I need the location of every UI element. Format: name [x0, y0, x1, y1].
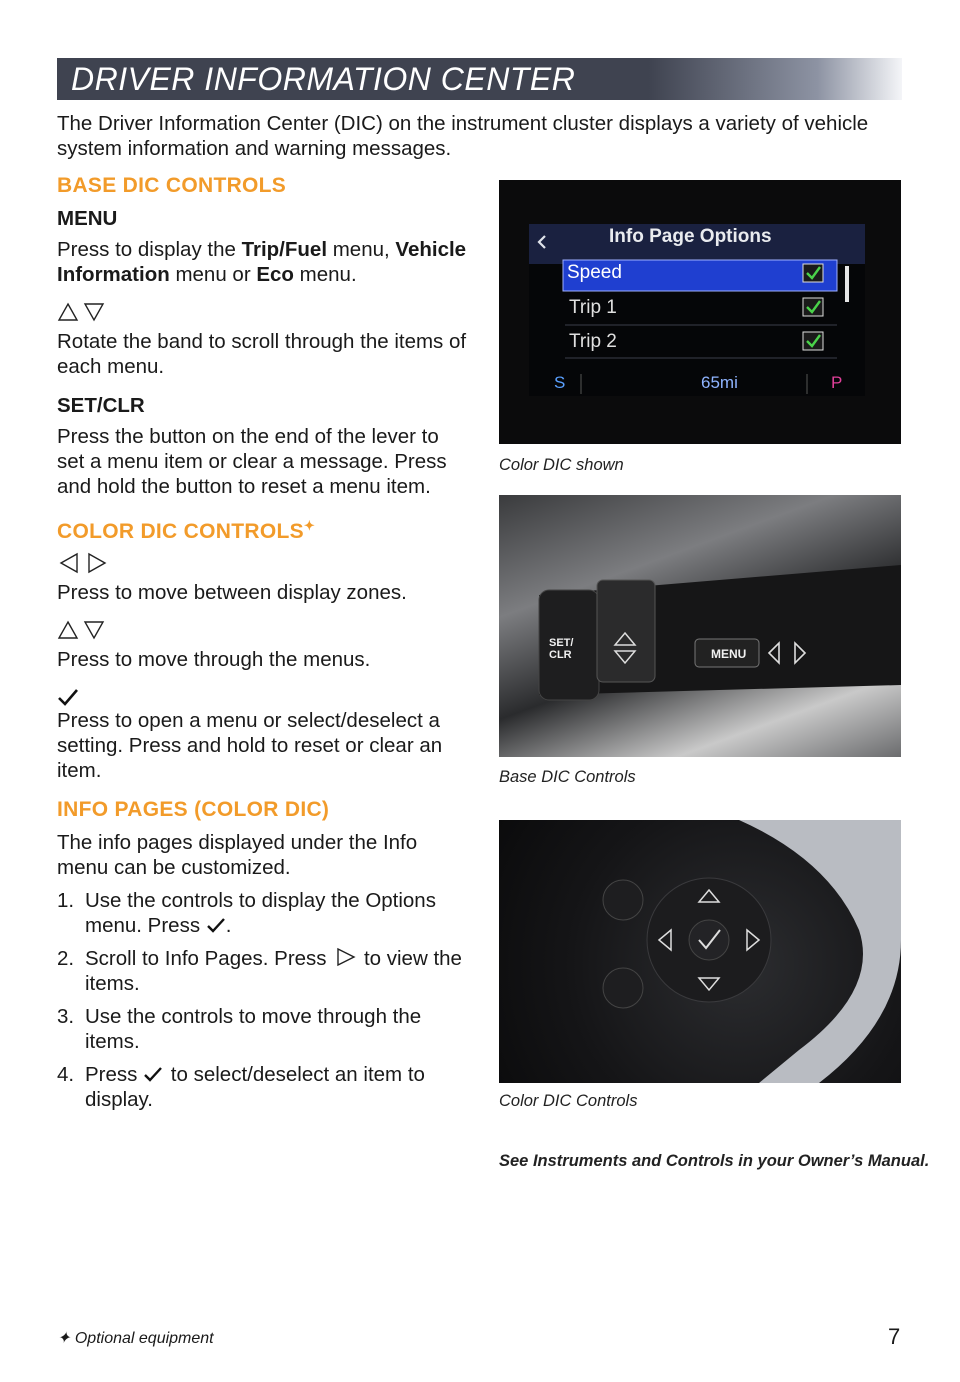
color-dic-wheel-photo [499, 820, 901, 1083]
right-arrow-icon [85, 552, 109, 574]
setclr-description: Press the button on the end of the lever to set a menu item or clear a message. Press and hold the button to reset a menu item. [57, 425, 447, 498]
info-pages-description: The info pages displayed under the Info menu can be customized. [57, 831, 418, 879]
color-dic-heading: COLOR DIC CONTROLS✦ [57, 518, 316, 543]
base-dic-lever-photo [499, 495, 901, 757]
lever-menu-label: MENU [711, 647, 747, 661]
page-title: DRIVER INFORMATION CENTER [71, 61, 576, 97]
screen-status-left: S [554, 373, 566, 392]
down-arrow-icon [83, 620, 105, 640]
caption-color-dic-shown: Color DIC shown [499, 456, 624, 474]
menu-label: MENU [57, 207, 118, 230]
caption-color-dic-controls: Color DIC Controls [499, 1092, 638, 1110]
text-column [57, 173, 467, 1120]
screen-status-mid: 65mi [701, 373, 738, 392]
screen-item-speed: Speed [567, 262, 622, 283]
optional-equipment-footnote: ✦ Optional equipment [57, 1330, 214, 1347]
list-item: 1. Use the controls to display the Options menu. Press . [57, 889, 436, 937]
color-dic-photo [499, 180, 901, 444]
page-number: 7 [888, 1324, 901, 1349]
setclr-label: SET/CLR [57, 394, 145, 417]
list-item: 3. Use the controls to move through the items. [57, 1005, 422, 1053]
menus-description: Press to move through the menus. [57, 648, 371, 671]
right-arrow-icon [332, 947, 358, 967]
left-right-arrows-icon [57, 552, 467, 574]
steps-list [57, 888, 467, 1112]
up-down-arrows-icon-2 [57, 619, 467, 641]
screen-item-trip2: Trip 2 [569, 331, 617, 352]
list-item: 2. Scroll to Info Pages. Press to view the items. [57, 947, 462, 995]
menu-description: Press to display the Trip/Fuel menu, Vehicle Information menu or Eco menu. [57, 238, 467, 286]
down-arrow-icon [83, 302, 105, 322]
up-down-arrows-icon [57, 301, 467, 323]
screen-item-trip1: Trip 1 [569, 297, 617, 318]
checkmark-icon [57, 686, 467, 708]
screen-title: Info Page Options [609, 226, 772, 247]
info-pages-heading: INFO PAGES (COLOR DIC) [57, 798, 330, 821]
select-description: Press to open a menu or select/deselect a setting. Press and hold to reset or clear an item. [57, 709, 443, 782]
base-dic-heading: BASE DIC CONTROLS [57, 174, 287, 197]
left-arrow-icon [57, 552, 81, 574]
checkmark-icon [143, 1065, 165, 1083]
caption-base-dic-controls: Base DIC Controls [499, 768, 636, 786]
up-arrow-icon [57, 302, 79, 322]
up-arrow-icon [57, 620, 79, 640]
screen-status-right: P [831, 373, 843, 392]
rotate-description: Rotate the band to scroll through the items of each menu. [57, 330, 467, 378]
intro-paragraph: The Driver Information Center (DIC) on the instrument cluster displays a variety of vehicle system information and warning messages. [57, 112, 869, 160]
zones-description: Press to move between display zones. [57, 581, 407, 604]
list-item: 4. Press to select/deselect an item to display. [57, 1063, 425, 1111]
checkmark-icon [206, 916, 226, 934]
owners-manual-note: See Instruments and Controls in your Owner’s Manual. [499, 1152, 930, 1170]
section-header-bar [57, 58, 902, 100]
lever-setclr-label: SET/ CLR [549, 637, 574, 661]
